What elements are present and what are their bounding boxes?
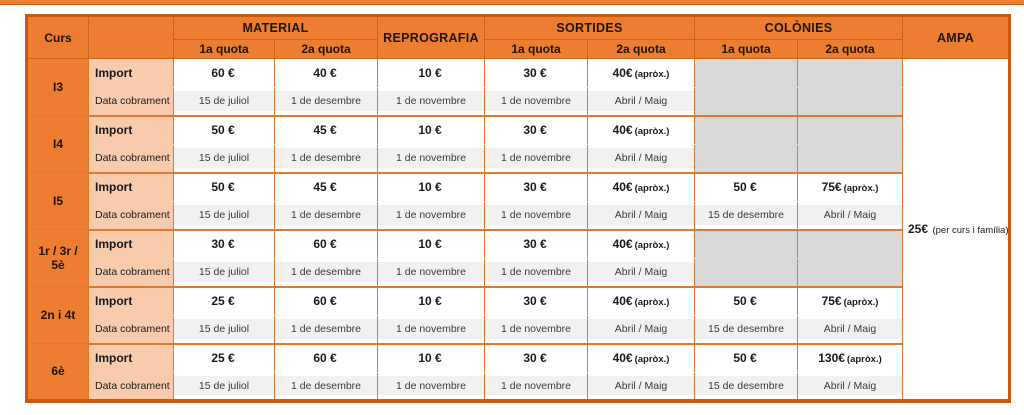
ampa-cell (903, 59, 1010, 401)
header-row-quotas (27, 40, 1010, 59)
import-cell (275, 173, 378, 202)
import-cell (798, 173, 903, 202)
amount-note: (apròx.) (634, 297, 670, 309)
amount-note: (apròx.) (846, 354, 882, 366)
row-label-date: Data cobrament (89, 373, 174, 401)
date-cell-empty (798, 88, 903, 116)
amount: 50 € (211, 180, 235, 195)
amount: 30 € (523, 123, 547, 138)
import-cell (798, 344, 903, 373)
import-cell (588, 287, 695, 316)
header-colonies-quota2: 2a quota (798, 40, 903, 59)
amount: 50 € (733, 294, 757, 309)
import-cell (378, 344, 485, 373)
import-cell (275, 116, 378, 145)
row-label-date: Data cobrament (89, 145, 174, 173)
import-cell (174, 116, 275, 145)
date-cell: 15 de juliol (174, 373, 275, 401)
import-cell (275, 230, 378, 259)
amount: 25 € (211, 351, 235, 366)
import-cell-empty (798, 116, 903, 145)
import-cell-empty (798, 230, 903, 259)
row-label-date: Data cobrament (89, 202, 174, 230)
import-cell (588, 173, 695, 202)
date-cell-empty (695, 88, 798, 116)
import-cell (174, 230, 275, 259)
date-cell: Abril / Maig (588, 316, 695, 344)
date-cell: 15 de juliol (174, 145, 275, 173)
date-cell: Abril / Maig (588, 88, 695, 116)
date-cell: 1 de novembre (378, 373, 485, 401)
amount: 60 € (313, 294, 337, 309)
header-row-groups (27, 16, 1010, 40)
course-cell: I3 (27, 59, 89, 116)
amount: 130€ (818, 351, 845, 366)
import-cell (485, 287, 588, 316)
date-cell: 15 de desembre (695, 202, 798, 230)
table-row (27, 173, 1010, 202)
amount: 10 € (418, 180, 442, 195)
header-blank (89, 16, 174, 59)
table-row (27, 202, 1010, 230)
date-cell: 15 de juliol (174, 88, 275, 116)
amount: 40€ (612, 66, 633, 80)
amount-note: (apròx.) (843, 183, 879, 195)
ampa-amount: 25€ (908, 221, 929, 236)
course-cell: I4 (27, 116, 89, 173)
amount: 40 € (313, 66, 337, 80)
date-cell: 15 de desembre (695, 316, 798, 344)
amount: 60 € (313, 237, 337, 252)
amount-note: (apròx.) (843, 297, 879, 309)
import-cell (485, 173, 588, 202)
amount: 50 € (211, 123, 235, 138)
table-row (27, 287, 1010, 316)
import-cell (588, 116, 695, 145)
row-label-import: Import (89, 230, 174, 259)
date-cell: Abril / Maig (798, 373, 903, 401)
row-label-import: Import (89, 344, 174, 373)
table-row (27, 88, 1010, 116)
import-cell (485, 344, 588, 373)
date-cell: 1 de novembre (485, 202, 588, 230)
amount-note: (apròx.) (634, 69, 670, 80)
import-cell-empty (798, 59, 903, 88)
header-colonies-quota1: 1a quota (695, 40, 798, 59)
amount-note: (apròx.) (634, 183, 670, 195)
amount: 10 € (418, 123, 442, 138)
date-cell: 1 de desembre (275, 316, 378, 344)
amount: 30 € (211, 237, 235, 252)
row-label-import: Import (89, 59, 174, 88)
import-cell-empty (695, 116, 798, 145)
row-label-import: Import (89, 173, 174, 202)
row-label-import: Import (89, 287, 174, 316)
date-cell: 15 de juliol (174, 316, 275, 344)
date-cell: 1 de novembre (485, 316, 588, 344)
amount: 50 € (733, 351, 757, 366)
amount: 75€ (821, 294, 842, 309)
header-sortides-quota2: 2a quota (588, 40, 695, 59)
import-cell (378, 173, 485, 202)
amount-note: (apròx.) (634, 126, 670, 138)
header-sortides: SORTIDES (485, 16, 695, 40)
header-material: MATERIAL (174, 16, 378, 40)
amount: 45 € (313, 123, 337, 138)
date-cell: 1 de novembre (485, 145, 588, 173)
date-cell: Abril / Maig (588, 373, 695, 401)
course-cell: 1r / 3r / 5è (27, 230, 89, 287)
amount: 10 € (418, 294, 442, 309)
header-material-quota2: 2a quota (275, 40, 378, 59)
date-cell: Abril / Maig (588, 202, 695, 230)
import-cell (588, 59, 695, 88)
import-cell (174, 287, 275, 316)
header-reprografia: REPROGRAFIA (378, 16, 485, 59)
import-cell (485, 116, 588, 145)
date-cell: 1 de novembre (378, 259, 485, 287)
date-cell: 1 de desembre (275, 373, 378, 401)
import-cell (378, 59, 485, 88)
import-cell (174, 173, 275, 202)
amount: 40€ (612, 180, 633, 195)
import-cell (485, 230, 588, 259)
import-cell (275, 59, 378, 88)
import-cell (485, 59, 588, 88)
date-cell-empty (695, 145, 798, 173)
amount: 60 € (313, 351, 337, 366)
date-cell-empty (695, 259, 798, 287)
date-cell: 15 de desembre (695, 373, 798, 401)
amount-note: (apròx.) (634, 354, 670, 366)
row-label-date: Data cobrament (89, 259, 174, 287)
amount: 10 € (418, 237, 442, 252)
import-cell-empty (695, 230, 798, 259)
course-cell: I5 (27, 173, 89, 230)
header-curs: Curs (27, 16, 89, 59)
header-sortides-quota1: 1a quota (485, 40, 588, 59)
amount: 40€ (612, 294, 633, 309)
date-cell: 1 de novembre (485, 373, 588, 401)
import-cell (695, 173, 798, 202)
date-cell: 1 de novembre (378, 145, 485, 173)
fees-table (25, 14, 1011, 403)
table-row (27, 230, 1010, 259)
table-row (27, 259, 1010, 287)
amount: 30 € (523, 180, 547, 195)
import-cell (378, 287, 485, 316)
amount: 45 € (313, 180, 337, 195)
date-cell: 1 de novembre (485, 259, 588, 287)
import-cell (174, 59, 275, 88)
date-cell: 15 de juliol (174, 202, 275, 230)
table-row (27, 373, 1010, 401)
table-row (27, 344, 1010, 373)
course-cell: 6è (27, 344, 89, 401)
date-cell: Abril / Maig (588, 259, 695, 287)
table-row (27, 145, 1010, 173)
import-cell (378, 116, 485, 145)
date-cell: 1 de desembre (275, 202, 378, 230)
date-cell: Abril / Maig (588, 145, 695, 173)
amount: 30 € (523, 237, 547, 252)
date-cell: 1 de novembre (378, 88, 485, 116)
table-row (27, 59, 1010, 88)
date-cell: 1 de desembre (275, 145, 378, 173)
amount: 40€ (612, 123, 633, 138)
date-cell: 1 de novembre (485, 88, 588, 116)
amount: 10 € (418, 351, 442, 366)
header-ampa: AMPA (903, 16, 1010, 59)
amount: 60 € (211, 66, 235, 80)
row-label-import: Import (89, 116, 174, 145)
table-row (27, 116, 1010, 145)
top-strip (0, 0, 1024, 5)
import-cell (378, 230, 485, 259)
import-cell (588, 344, 695, 373)
date-cell: 1 de desembre (275, 259, 378, 287)
date-cell: 1 de desembre (275, 88, 378, 116)
import-cell-empty (695, 59, 798, 88)
amount: 25 € (211, 294, 235, 309)
amount: 10 € (418, 66, 442, 80)
date-cell: 15 de juliol (174, 259, 275, 287)
header-material-quota1: 1a quota (174, 40, 275, 59)
course-cell: 2n i 4t (27, 287, 89, 344)
import-cell (588, 230, 695, 259)
date-cell-empty (798, 259, 903, 287)
amount: 75€ (821, 180, 842, 195)
date-cell: 1 de novembre (378, 202, 485, 230)
amount: 30 € (523, 66, 547, 80)
date-cell: Abril / Maig (798, 202, 903, 230)
date-cell: 1 de novembre (378, 316, 485, 344)
table-row (27, 316, 1010, 344)
import-cell (275, 344, 378, 373)
header-colonies: COLÒNIES (695, 16, 903, 40)
row-label-date: Data cobrament (89, 88, 174, 116)
amount: 40€ (612, 237, 633, 252)
amount: 30 € (523, 351, 547, 366)
amount: 50 € (733, 180, 757, 195)
amount: 40€ (612, 351, 633, 366)
date-cell-empty (798, 145, 903, 173)
import-cell (798, 287, 903, 316)
import-cell (174, 344, 275, 373)
amount: 30 € (523, 294, 547, 309)
row-label-date: Data cobrament (89, 316, 174, 344)
import-cell (275, 287, 378, 316)
amount-note: (apròx.) (634, 240, 670, 252)
import-cell (695, 344, 798, 373)
date-cell: Abril / Maig (798, 316, 903, 344)
import-cell (695, 287, 798, 316)
ampa-note: (per curs i família) (932, 224, 1009, 236)
